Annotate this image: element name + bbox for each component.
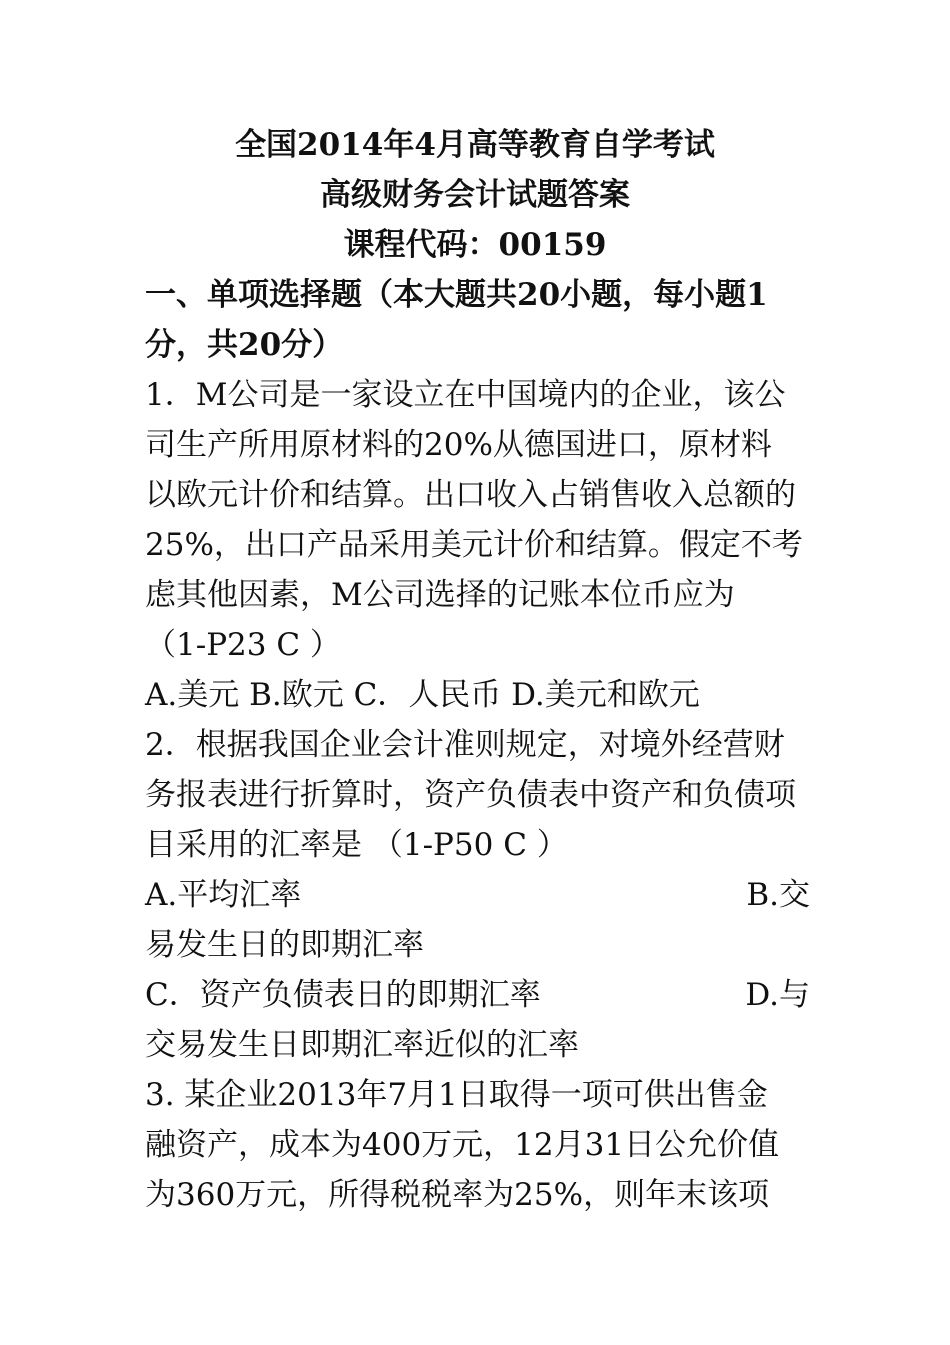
question-1-line: 虑其他因素，M公司选择的记账本位币应为: [145, 577, 735, 613]
document-title: 全国2014年4月高等教育自学考试: [235, 127, 715, 163]
question-1-options: A.美元 B.欧元 C．人民币 D.美元和欧元: [145, 677, 700, 713]
question-2-answer: 目采用的汇率是 （1-P50 C ）: [145, 827, 568, 863]
option-d-continued: 交易发生日即期汇率近似的汇率: [145, 1027, 579, 1063]
question-3-line: 融资产，成本为400万元，12月31日公允价值: [145, 1127, 780, 1163]
question-1-line: 1．M公司是一家设立在中国境内的企业，该公: [145, 377, 786, 413]
option-b-continued: 易发生日的即期汇率: [145, 927, 424, 963]
question-2-line: 务报表进行折算时，资产负债表中资产和负债项: [145, 777, 796, 813]
option-c: C．资产负债表日的即期汇率: [145, 977, 541, 1013]
question-2-options-row: [145, 877, 810, 913]
section-heading-line-1: 一、单项选择题（本大题共20小题，每小题1: [145, 277, 768, 313]
question-3-line: 为360万元，所得税税率为25%，则年末该项: [145, 1177, 770, 1213]
document-subtitle: 高级财务会计试题答案: [320, 177, 630, 213]
question-1-line: 以欧元计价和结算。出口收入占销售收入总额的: [145, 477, 796, 513]
section-heading-line-2: 分，共20分）: [145, 327, 344, 363]
question-2-options-row: [145, 977, 810, 1013]
option-d: D.与: [745, 977, 810, 1013]
question-1-answer: （1-P23 C ）: [145, 627, 341, 663]
question-1-line: 25%，出口产品采用美元计价和结算。假定不考: [145, 527, 803, 563]
question-1-line: 司生产所用原材料的20%从德国进口，原材料: [145, 427, 772, 463]
option-b: B.交: [746, 877, 810, 913]
option-a: A.平均汇率: [145, 877, 302, 913]
course-code: 课程代码：00159: [343, 227, 607, 263]
question-3-line: 3. 某企业2013年7月1日取得一项可供出售金: [145, 1077, 768, 1113]
question-2-line: 2．根据我国企业会计准则规定，对境外经营财: [145, 727, 785, 763]
